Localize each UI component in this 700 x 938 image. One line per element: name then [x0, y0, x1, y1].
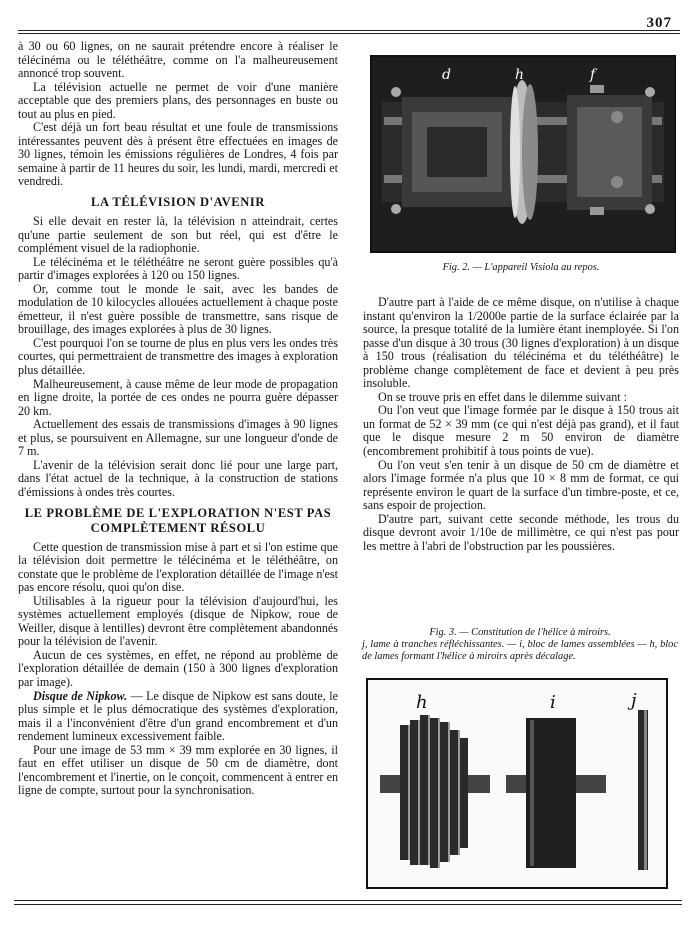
section-heading-continued: COMPLÈTEMENT RÉSOLU — [90, 520, 266, 535]
paragraph — [18, 690, 338, 744]
paragraph: C'est pourquoi l'on se tourne de plus en plus vers les ondes très courtes, qui permettraient de transmettre des images à exploration plus détaillée. — [18, 335, 338, 378]
figure-3-caption — [362, 627, 678, 663]
mirror-helix-illustration — [368, 680, 666, 887]
figure-label-h: h — [515, 67, 525, 83]
section-heading: LA TÉLÉVISION D'AVENIR — [91, 195, 265, 210]
paragraph: D'autre part à l'aide de ce même disque, on n'utilise à chaque instant qu'environ la 1/2000e partie de la surface éclairée par la source, la presque totalité de la lumière étant inemployée. Si l'on passe d'un disque à 30 trous (30 lignes d'exploration) à un disque à 150 trous (réalisation du télécinéma et du téléthéâtre) le problème change complètement de face et devient à peu près insoluble. — [363, 295, 679, 391]
paragraph: La télévision actuelle ne permet de voir d'une manière acceptable que des premiers plans, des personnages en buste ou tout au plus en pied. — [18, 79, 338, 121]
run-in-heading: Disque de Nipkow. — [33, 688, 128, 703]
paragraph: Si elle devait en rester là, la télévision n atteindrait, certes qu'une partie seulement de son but réel, qui est d'être le complément visuel de la radiophonie. — [18, 214, 338, 256]
footer-rule-2 — [14, 904, 682, 905]
paragraph: à 30 ou 60 lignes, on ne saurait prétendre encore à réaliser le télécinéma ou le téléthéâtre, comme on l'a malheureusement annoncé trop souvent. — [18, 39, 338, 81]
paragraph: Actuellement des essais de transmissions d'images à 90 lignes et plus, se poursuivent en Allemagne, sur une longueur d'onde de 7 m. — [18, 417, 338, 459]
page-number: 307 — [646, 15, 672, 31]
figure-3-caption-title: Fig. 3. — Constitution de l'hélice à miroirs. — [429, 627, 611, 638]
figure-3-photo — [366, 678, 668, 889]
header-rule — [18, 30, 680, 34]
paragraph: Aucun de ces systèmes, en effet, ne répond au problème de l'exploration détaillée de demain (150 à 300 lignes d'exploration par image). — [18, 647, 338, 689]
right-column — [363, 296, 679, 553]
paragraph: Malheureusement, à cause même de leur mode de propagation en ligne droite, la portée de ces ondes ne pourra guère dépasser 20 km. — [18, 376, 338, 418]
paragraph: Pour une image de 53 mm × 39 mm explorée en 30 lignes, il faut en effet utiliser un disque de 50 cm de diamètre, dont l'encombrement et l'inertie, on le conçoit, commencent à entrer en ligne de compte, surtout pour la synchronisation. — [18, 742, 338, 798]
figure-label-h: h — [416, 692, 428, 713]
figure-3-caption-text: j, lame à tranches réfléchissantes. — i, bloc de lames assemblées — h, bloc de lames formant l'hélice à miroirs après décalage. — [362, 639, 678, 662]
left-column — [18, 40, 338, 798]
section-heading: LE PROBLÈME DE L'EXPLORATION N'EST PAS — [24, 505, 332, 520]
figure-label-d: d — [442, 67, 451, 83]
figure-label-f: f — [590, 67, 596, 83]
paragraph: Or, comme tout le monde le sait, avec les bandes de modulation de 10 kilocycles allouées actuellement à chaque poste émetteur, il n'est guère possible de transmettre, sans risque de brouillage, des images explorées à plus de 30 lignes. — [18, 281, 338, 337]
figure-label-i: i — [550, 692, 556, 713]
figure-label-j: j — [631, 690, 637, 711]
paragraph: C'est déjà un fort beau résultat et une foule de transmissions intéressantes peuvent dès à présent être effectuées en images de 30 lignes, témoin les émissions régulières de Londres, 4 fois par semaine à partir de 11 heures du soir, les lundi, mardi, mercredi et vendredi. — [18, 120, 338, 189]
figure-2-caption: Fig. 2. — L'appareil Visiola au repos. — [442, 262, 600, 273]
paragraph-text: — Le disque de Nipkow est sans doute, le plus simple et le plus démocratique des systèmes d'exploration, mais il a l'inconvénient d'être d'un grand encombrement et d'un rendement lumineux excessivement faible. — [18, 688, 338, 744]
footer-rule — [14, 900, 682, 901]
paragraph: Ou l'on veut s'en tenir à un disque de 50 cm de diamètre et alors l'image formée n'a plus que 10 × 8 mm de format, ce qui représente environ le quart de la surface d'un timbre-poste, et ce, sans espoir de projection. — [363, 457, 679, 513]
paragraph: On se trouve pris en effet dans le dilemme suivant : — [378, 389, 627, 404]
paragraph: L'avenir de la télévision serait donc lié pour une large part, dans l'état actuel de la technique, à la construction de stations d'émissions à ondes très courtes. — [18, 457, 338, 499]
paragraph: Cette question de transmission mise à part et si l'on estime que la télévision doit permettre le télécinéma et le téléthéâtre, on constate que le problème de l'exploration détaillée de l'image n'est pas encore résolu, quoi qu'on dise. — [18, 539, 338, 595]
paragraph: Utilisables à la rigueur pour la télévision d'aujourd'hui, les systèmes actuellement employés (disque de Nipkow, roue de Weiller, disque à lentilles) devront être complètement abandonnés pour la télévision de l'avenir. — [18, 593, 338, 649]
paragraph: Le télécinéma et le téléthéâtre ne seront guère possibles qu'à partir d'images explorées à 120 ou 150 lignes. — [18, 254, 338, 283]
visiola-apparatus-illustration — [372, 57, 674, 251]
paragraph: Ou l'on veut que l'image formée par le disque à 150 trous ait un format de 52 × 39 mm (ce qui n'est déjà pas grand), et il faut que le disque mesure 2 m 50 environ de diamètre (encombrement prohibitif à tous points de vue). — [363, 403, 679, 459]
paragraph: D'autre part, suivant cette seconde méthode, les trous du disque devront avoir 1/10e de millimètre, ce qui n'est pas pour les mettre à l'abri de l'obstruction par les poussières. — [363, 511, 679, 553]
figure-2-photo — [370, 55, 676, 253]
